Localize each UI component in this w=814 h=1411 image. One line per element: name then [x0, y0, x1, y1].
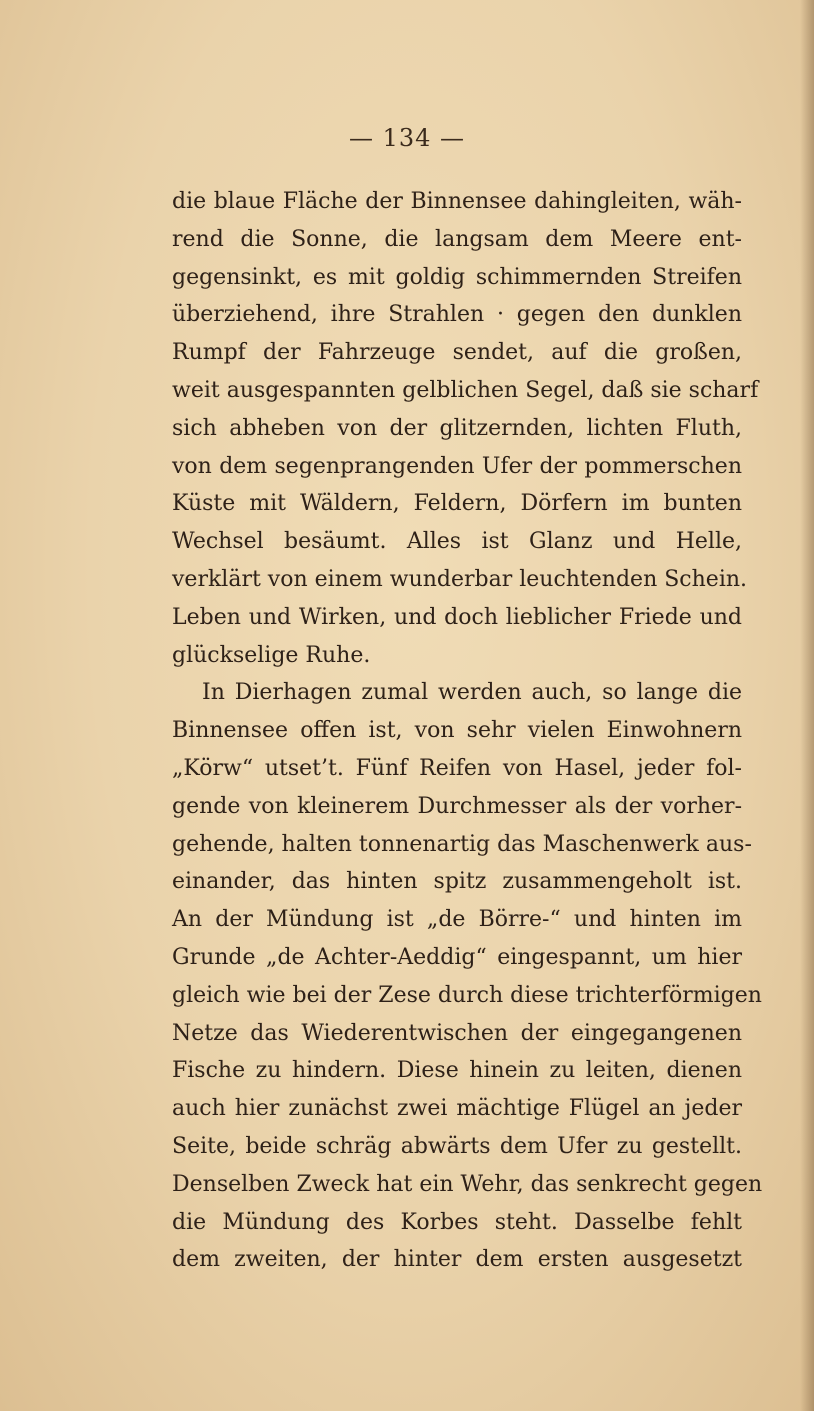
text-line: Denselben Zweck hat ein Wehr, das senkrecht gegen: [172, 1171, 763, 1197]
text-line: Netze das Wiederentwischen der eingegangenen: [172, 1020, 742, 1046]
text-line: einander, das hinten spitz zusammengeholt ist.: [172, 869, 742, 895]
text-line: Fische zu hindern. Diese hinein zu leiten, dienen: [172, 1058, 742, 1084]
text-line: Grunde „de Achter-Aeddig“ eingespannt, um hier: [172, 944, 742, 970]
text-line: die Mündung des Korbes steht. Dasselbe fehlt: [172, 1209, 742, 1235]
text-line: An der Mündung ist „de Börre-“ und hinten im: [172, 907, 742, 933]
page-number: — 134 —: [348, 124, 466, 152]
text-line: Seite, beide schräg abwärts dem Ufer zu gestellt.: [172, 1133, 742, 1159]
text-line: glückselige Ruhe.: [172, 642, 371, 668]
text-line: Küste mit Wäldern, Feldern, Dörfern im bunten: [172, 491, 742, 517]
text-line: verklärt von einem wunderbar leuchtenden Schein.: [172, 566, 748, 592]
text-line: überziehend, ihre Strahlen · gegen den dunklen: [172, 302, 742, 328]
text-line: dem zweiten, der hinter dem ersten ausgesetzt: [172, 1247, 742, 1273]
body-text: [172, 183, 763, 1279]
text-line: gende von kleinerem Durchmesser als der vorher-: [172, 793, 742, 819]
text-line: auch hier zunächst zwei mächtige Flügel an jeder: [172, 1096, 742, 1122]
text-line: In Dierhagen zumal werden auch, so lange die: [202, 680, 742, 706]
text-line: rend die Sonne, die langsam dem Meere ent-: [172, 226, 742, 252]
text-line: die blaue Fläche der Binnensee dahingleiten, wäh-: [172, 189, 742, 214]
text-line: Leben und Wirken, und doch lieblicher Friede und: [172, 604, 742, 630]
text-line: gegensinkt, es mit goldig schimmernden Streifen: [172, 264, 742, 290]
text-line: „Körw“ utset’t. Fünf Reifen von Hasel, jeder fol-: [172, 755, 742, 781]
text-line: gehende, halten tonnenartig das Maschenwerk aus-: [172, 831, 752, 857]
text-line: Wechsel besäumt. Alles ist Glanz und Helle,: [172, 529, 742, 555]
text-line: von dem segenprangenden Ufer der pommerschen: [172, 453, 742, 479]
text-line: Binnensee offen ist, von sehr vielen Einwohnern: [172, 718, 742, 744]
text-line: sich abheben von der glitzernden, lichten Fluth,: [172, 415, 742, 441]
text-line: gleich wie bei der Zese durch diese trichterförmigen: [172, 982, 762, 1008]
text-line: weit ausgespannten gelblichen Segel, daß sie scharf: [172, 377, 759, 403]
text-line: Rumpf der Fahrzeuge sendet, auf die großen,: [172, 340, 742, 366]
